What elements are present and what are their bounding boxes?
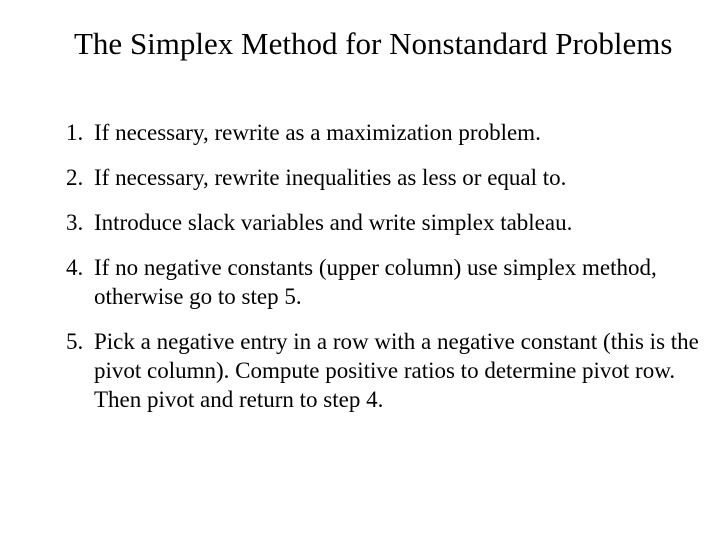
steps-list <box>66 118 706 430</box>
step-item <box>66 163 706 192</box>
step-item <box>66 253 706 311</box>
step-number: 3. <box>66 210 84 235</box>
step-item <box>66 118 706 147</box>
step-number: 5. <box>66 329 84 354</box>
step-number: 1. <box>66 120 84 145</box>
step-item <box>66 327 706 414</box>
step-text: If necessary, rewrite as a maximization problem. <box>94 120 541 145</box>
step-text: Introduce slack variables and write simplex tableau. <box>94 210 573 235</box>
step-text: If no negative constants (upper column) use simplex method, otherwise go to step 5. <box>94 255 657 309</box>
step-number: 4. <box>66 255 84 280</box>
slide-title: The Simplex Method for Nonstandard Problems <box>74 26 673 61</box>
step-item <box>66 208 706 237</box>
step-text: If necessary, rewrite inequalities as less or equal to. <box>94 165 567 190</box>
step-text: Pick a negative entry in a row with a negative constant (this is the pivot column). Compute positive ratios to determine pivot row. Then pivot and return to step 4. <box>94 329 699 412</box>
step-number: 2. <box>66 165 84 190</box>
